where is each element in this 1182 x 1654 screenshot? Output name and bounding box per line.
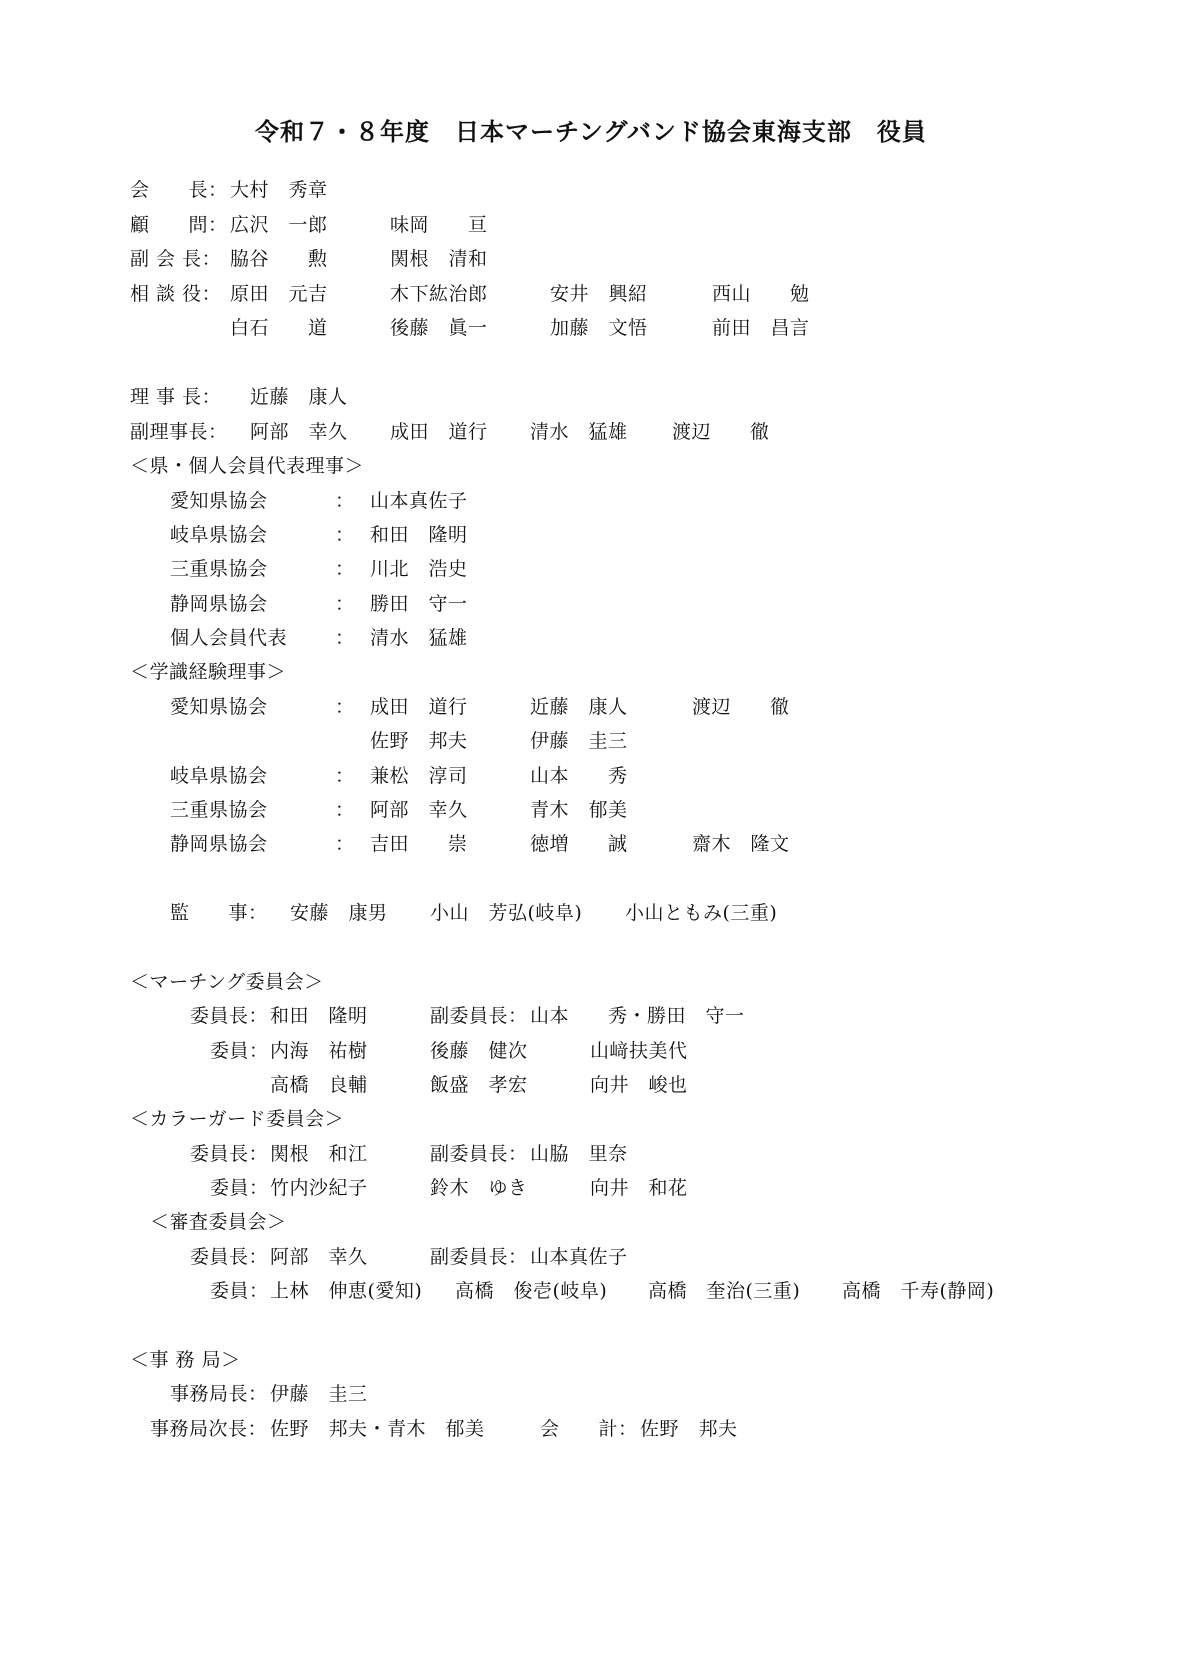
committee-member: 後藤 健次	[430, 1040, 528, 1062]
board-vice-name: 阿部 幸久	[250, 421, 348, 443]
deputy-secretary-label: 事務局次長：	[150, 1418, 268, 1440]
expert-org: 岐阜県協会	[170, 765, 268, 787]
counselor-name: 木下紘治郎	[390, 283, 488, 305]
deputy-secretary-names: 佐野 邦夫・青木 郁美	[270, 1418, 485, 1440]
counselor-label: 相 談 役：	[130, 283, 222, 305]
expert-org: 静岡県協会	[170, 833, 268, 855]
expert-name: 齋木 隆文	[692, 833, 790, 855]
committee-member: 上林 伸恵(愛知)	[270, 1280, 423, 1302]
committee-member: 向井 和花	[590, 1177, 688, 1199]
committee-chair-label: 委員長：	[190, 1246, 269, 1268]
committee-vice-name: 山本 秀・勝田 守一	[530, 1005, 745, 1027]
committee-member: 高橋 奎治(三重)	[648, 1280, 801, 1302]
vice-president-name: 脇谷 勲	[230, 248, 328, 270]
committee-vice-label: 副委員長：	[430, 1246, 528, 1268]
expert-name: 阿部 幸久	[370, 799, 468, 821]
board-chair-name: 近藤 康人	[250, 386, 348, 408]
board-vice-name: 清水 猛雄	[530, 421, 628, 443]
counselor-name: 安井 興紹	[550, 283, 648, 305]
rep-org: 岐阜県協会	[170, 524, 268, 546]
expert-name: 渡辺 徹	[692, 696, 790, 718]
rep-name: 清水 猛雄	[370, 627, 468, 649]
committee-member: 山﨑扶美代	[590, 1040, 688, 1062]
colon: ：	[335, 524, 355, 546]
rep-org: 三重県協会	[170, 558, 268, 580]
board-chair-label: 理 事 長：	[130, 386, 222, 408]
committee-member: 高橋 俊壱(岐阜)	[455, 1280, 608, 1302]
rep-name: 勝田 守一	[370, 593, 468, 615]
committee-member-label: 委員：	[210, 1177, 269, 1199]
expert-name: 徳増 誠	[530, 833, 628, 855]
counselor-name: 加藤 文悟	[550, 317, 648, 339]
board-vice-name: 渡辺 徹	[672, 421, 770, 443]
expert-directors-heading: ＜学識経験理事＞	[130, 661, 287, 683]
colon: ：	[335, 627, 355, 649]
committee-member: 鈴木 ゆき	[430, 1177, 528, 1199]
rep-org: 個人会員代表	[170, 627, 288, 649]
committee-member-label: 委員：	[210, 1280, 269, 1302]
committee-member: 飯盛 孝宏	[430, 1074, 528, 1096]
committee-member: 竹内沙紀子	[270, 1177, 368, 1199]
expert-org: 愛知県協会	[170, 696, 268, 718]
expert-name: 伊藤 圭三	[530, 730, 628, 752]
expert-name: 佐野 邦夫	[370, 730, 468, 752]
advisor-name: 広沢 一郎	[230, 214, 328, 236]
committee-member-label: 委員：	[210, 1040, 269, 1062]
committee-chair-name: 関根 和江	[270, 1143, 368, 1165]
marching-committee-heading: ＜マーチング委員会＞	[130, 971, 324, 993]
committee-member: 高橋 良輔	[270, 1074, 368, 1096]
committee-vice-name: 山本真佐子	[530, 1246, 628, 1268]
president-name: 大村 秀章	[230, 179, 328, 201]
committee-member: 高橋 千寿(静岡)	[842, 1280, 995, 1302]
vice-president-label: 副 会 長：	[130, 248, 222, 270]
accounting-name: 佐野 邦夫	[640, 1418, 738, 1440]
expert-name: 山本 秀	[530, 765, 628, 787]
vice-president-name: 関根 清和	[390, 248, 488, 270]
auditor-name: 安藤 康男	[290, 902, 388, 924]
colorguard-committee-heading: ＜カラーガード委員会＞	[130, 1108, 345, 1130]
auditor-label: 監 事：	[170, 902, 268, 924]
colon: ：	[335, 833, 355, 855]
counselor-name: 白石 道	[230, 317, 328, 339]
secretariat-heading: ＜事 務 局＞	[130, 1349, 241, 1371]
auditor-name: 小山 芳弘(岐阜)	[430, 902, 583, 924]
counselor-name: 原田 元吉	[230, 283, 328, 305]
counselor-name: 後藤 眞一	[390, 317, 488, 339]
committee-chair-label: 委員長：	[190, 1143, 269, 1165]
colon: ：	[335, 799, 355, 821]
counselor-name: 西山 勉	[712, 283, 810, 305]
judging-committee-heading: ＜審査委員会＞	[150, 1211, 287, 1233]
rep-name: 山本真佐子	[370, 490, 468, 512]
colon: ：	[335, 593, 355, 615]
advisor-name: 味岡 亘	[390, 214, 488, 236]
expert-name: 兼松 淳司	[370, 765, 468, 787]
advisor-label: 顧 問：	[130, 214, 228, 236]
committee-vice-name: 山脇 里奈	[530, 1143, 628, 1165]
document-title: 令和７・８年度 日本マーチングバンド協会東海支部 役員	[255, 117, 927, 146]
committee-chair-name: 阿部 幸久	[270, 1246, 368, 1268]
expert-name: 近藤 康人	[530, 696, 628, 718]
rep-directors-heading: ＜県・個人会員代表理事＞	[130, 455, 365, 477]
expert-org: 三重県協会	[170, 799, 268, 821]
committee-chair-name: 和田 隆明	[270, 1005, 368, 1027]
colon: ：	[335, 558, 355, 580]
rep-org: 愛知県協会	[170, 490, 268, 512]
committee-member: 向井 峻也	[590, 1074, 688, 1096]
committee-vice-label: 副委員長：	[430, 1143, 528, 1165]
committee-vice-label: 副委員長：	[430, 1005, 528, 1027]
board-vice-label: 副理事長：	[130, 421, 228, 443]
rep-name: 和田 隆明	[370, 524, 468, 546]
expert-name: 吉田 崇	[370, 833, 468, 855]
accounting-label: 会 計：	[540, 1418, 638, 1440]
board-vice-name: 成田 道行	[390, 421, 488, 443]
colon: ：	[335, 696, 355, 718]
counselor-name: 前田 昌言	[712, 317, 810, 339]
secretary-general-label: 事務局長：	[170, 1383, 268, 1405]
expert-name: 成田 道行	[370, 696, 468, 718]
rep-name: 川北 浩史	[370, 558, 468, 580]
committee-chair-label: 委員長：	[190, 1005, 269, 1027]
president-label: 会 長：	[130, 179, 228, 201]
committee-member: 内海 祐樹	[270, 1040, 368, 1062]
secretary-general-name: 伊藤 圭三	[270, 1383, 368, 1405]
colon: ：	[335, 765, 355, 787]
expert-name: 青木 郁美	[530, 799, 628, 821]
rep-org: 静岡県協会	[170, 593, 268, 615]
auditor-name: 小山ともみ(三重)	[625, 902, 778, 924]
colon: ：	[335, 490, 355, 512]
